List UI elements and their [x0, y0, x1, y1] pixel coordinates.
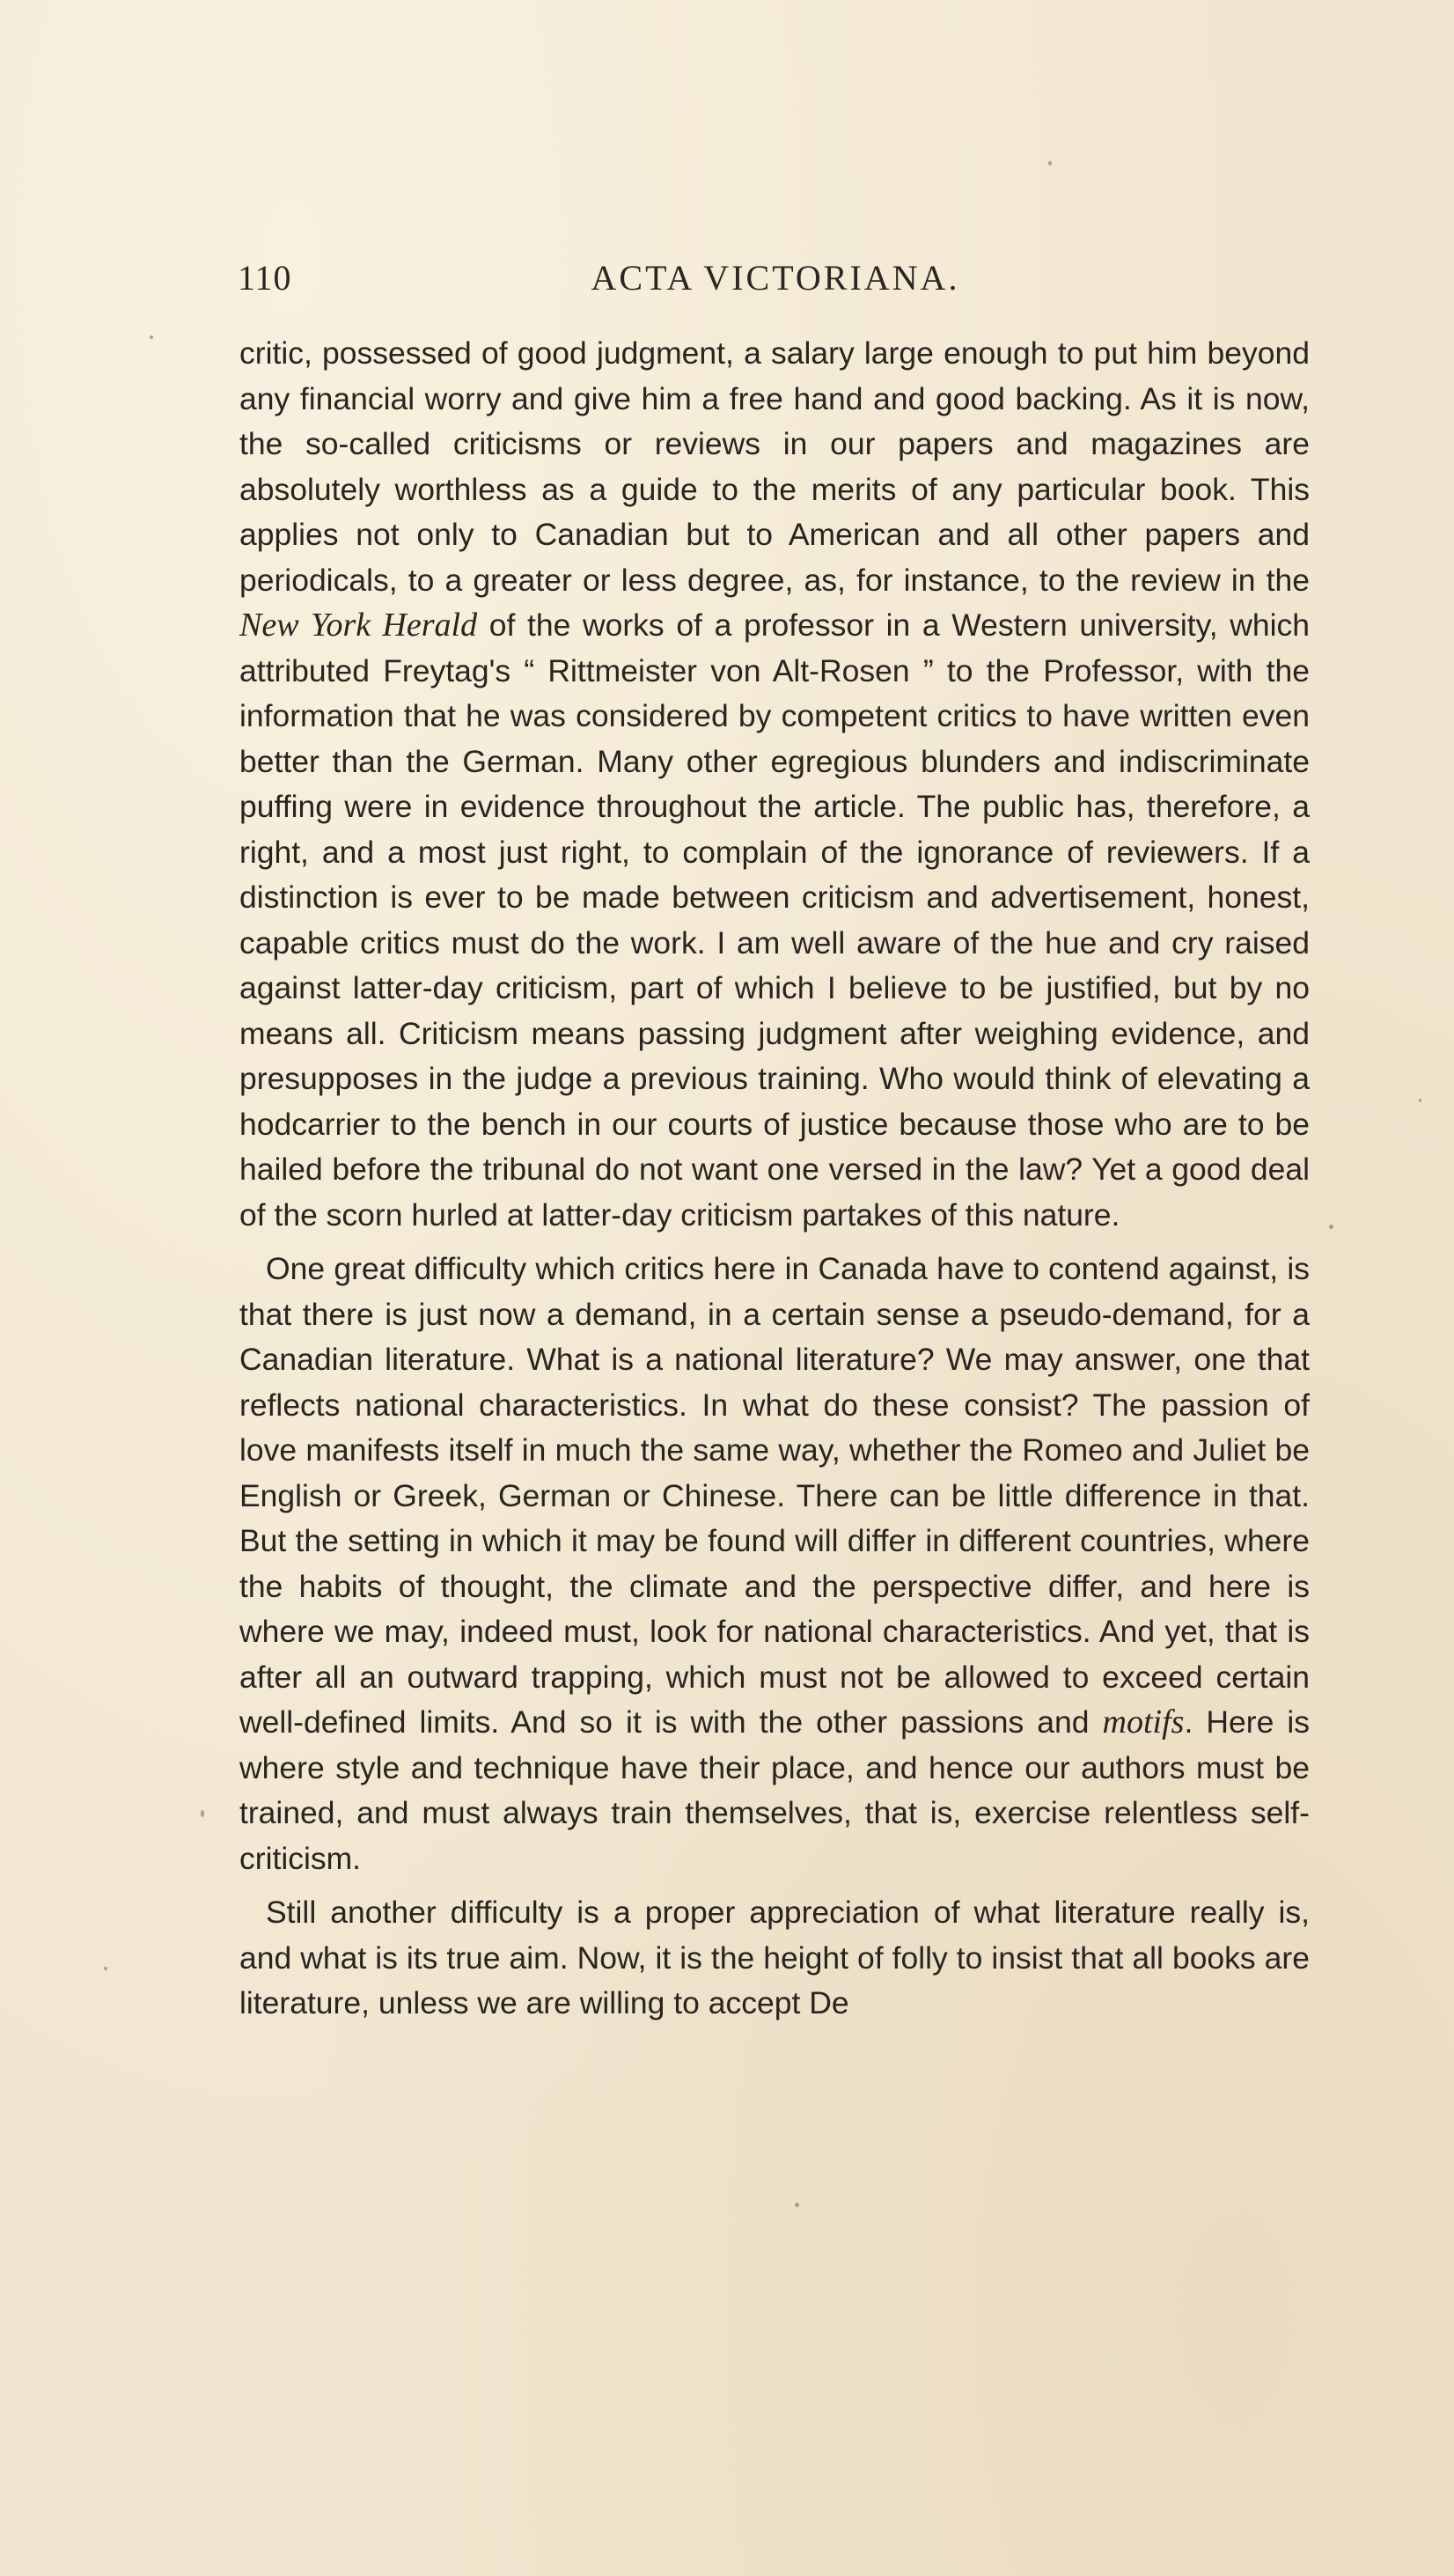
paragraph-1-text-b: of the works of a professor in a Western university, which attributed Freytag's “ Rittmeister von Alt-Rosen ” to the Professor, with the information that he was considered by competent critics to have written even better than the German. Many other egregious blunders and indiscriminate puffing were in evidence throughout the article. The public has, therefore, a right, and a most just right, to complain of the ignorance of reviewers. If a distinction is ever to be made between criticism and advertisement, honest, capable critics must do the work. I am well aware of the hue and cry raised against latter-day criticism, part of which I believe to be justified, but by no means all. Criticism means passing judgment after weighing evidence, and presupposes in the judge a previous training. Who would think of elevating a hodcarrier to the bench in our courts of justice because those who are to be hailed before the tribunal do not want one versed in the law? Yet a good deal of the scorn hurled at latter-day criticism partakes of this nature. — [239, 607, 1310, 1233]
paragraph-2-text-b: . Here is where style and technique have their place, and hence our authors must be trained, and must always train themselves, that is, exercise relentless self-criticism. — [239, 1704, 1311, 1876]
paragraph-2 — [239, 1247, 1310, 1881]
paper-speck — [1048, 161, 1052, 166]
paragraph-2-italic: motifs — [1102, 1704, 1185, 1741]
paper-speck — [104, 1967, 107, 1970]
paragraph-3-text: Still another difficulty is a proper appreciation of what literature really is, and what is its true aim. Now, it is the height of folly to insist that all books are literature, unless we are willing to accept De — [239, 1895, 1310, 2020]
paragraph-3 — [239, 1890, 1310, 2027]
paper-speck — [201, 1810, 204, 1817]
paper-speck — [795, 2203, 799, 2207]
page-number: 110 — [238, 258, 292, 298]
paper-speck — [1329, 1225, 1333, 1229]
paper-speck — [150, 335, 153, 339]
paragraph-2-text-a: One great difficulty which critics here in Canada have to contend against, is that there is just now a demand, in a certain sense a pseudo-demand, for a Canadian literature. What is a national literature? We may answer, one that reflects national characteristics. In what do these consist? The passion of love manifests itself in much the same way, whether the Romeo and Juliet be English or Greek, German or Chinese. There can be little difference in that. But the setting in which it may be found will differ in different countries, where the habits of thought, the climate and the perspective differ, and here is where we may, indeed must, look for national characteristics. And yet, that is after all an outward trapping, which must not be allowed to exceed certain well-defined limits. And so it is with the other passions and — [239, 1251, 1310, 1740]
paragraph-1-text-a: critic, possessed of good judgment, a salary large enough to put him beyond any financial worry and give him a free hand and good backing. As it is now, the so-called criticisms or reviews in our papers and magazines are absolutely worthless as a guide to the merits of any particular book. This applies not only to Canadian but to American and all other papers and periodicals, to a greater or less degree, as, for instance, to the review in the — [239, 335, 1310, 598]
journal-title: ACTA VICTORIANA. — [591, 258, 960, 298]
paragraph-1 — [239, 331, 1310, 1238]
paper-speck — [1419, 1099, 1421, 1102]
running-head — [238, 257, 1313, 310]
body-text — [239, 331, 1310, 2027]
paragraph-1-italic: New York Herald — [239, 607, 478, 644]
